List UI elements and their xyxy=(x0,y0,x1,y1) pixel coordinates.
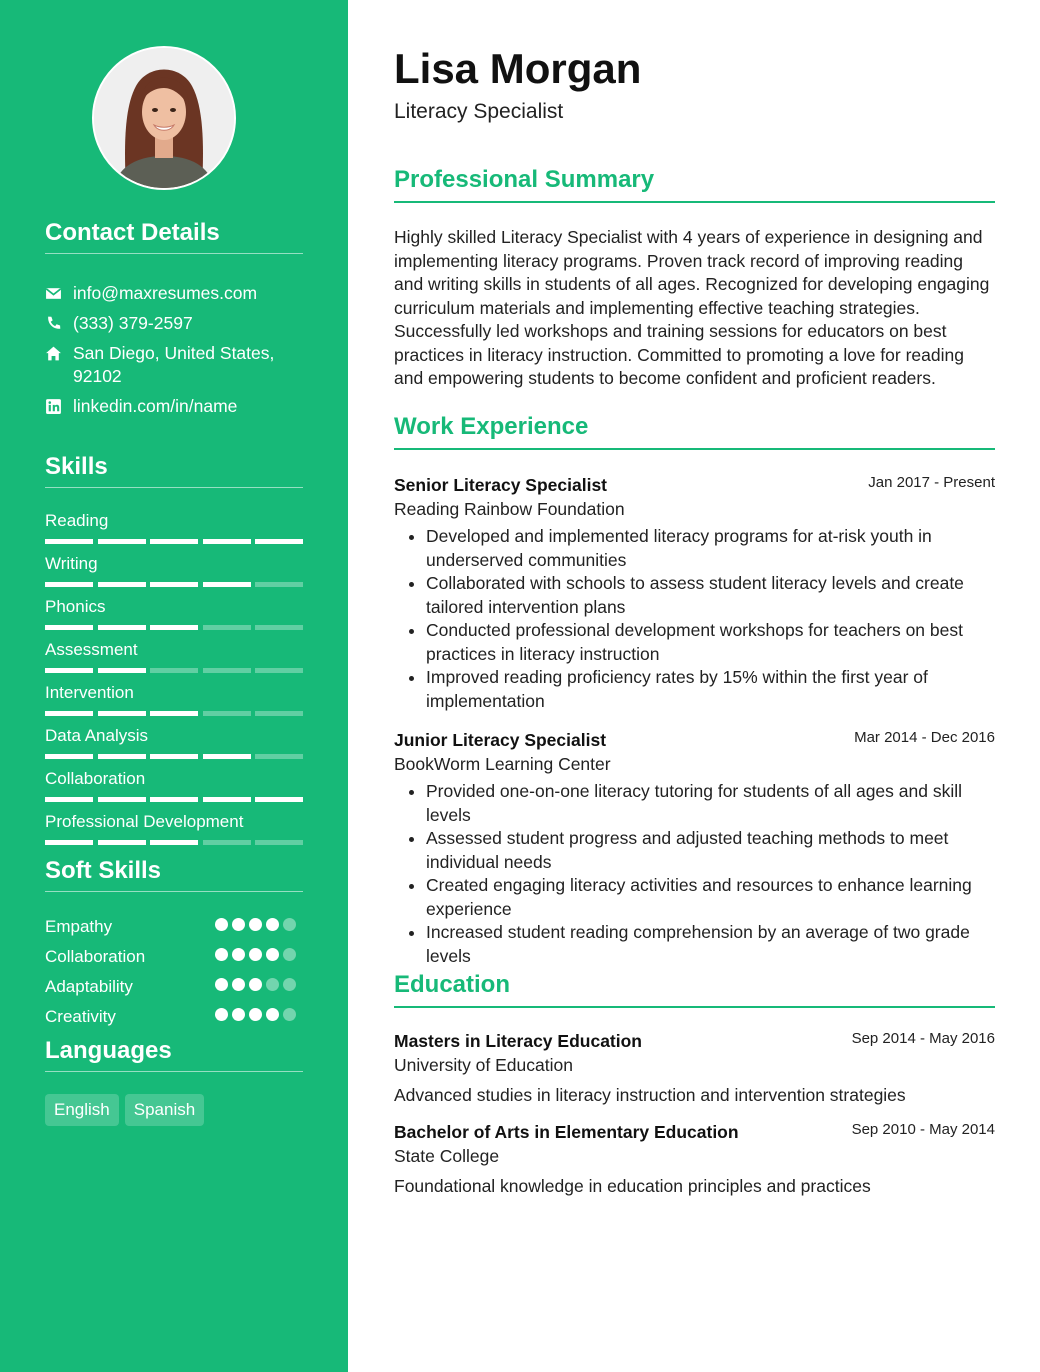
contact-email[interactable] xyxy=(45,282,303,305)
job-bullet: • Developed and implemented literacy programs for at-risk youth in underserved communities xyxy=(426,525,995,572)
skill-level-segment xyxy=(45,625,93,630)
contact-linkedin-text: linkedin.com/in/name xyxy=(73,396,238,416)
skill-level-segment xyxy=(150,625,198,630)
rating-dot xyxy=(249,978,262,991)
envelope-icon xyxy=(45,282,73,302)
soft-skill-label: Adaptability xyxy=(45,977,133,996)
skill-level-bar xyxy=(45,797,303,802)
education-date: Sep 2010 - May 2014 xyxy=(851,1121,995,1138)
rating-dot xyxy=(249,918,262,931)
soft-skill-label: Creativity xyxy=(45,1007,116,1026)
skill-level-bar xyxy=(45,539,303,544)
soft-skills-title: Soft Skills xyxy=(45,857,303,892)
skill-label: Assessment xyxy=(45,640,138,659)
skill-level-segment xyxy=(150,582,198,587)
education-description: Foundational knowledge in education principles and practices xyxy=(394,1176,871,1196)
summary-text: Highly skilled Literacy Specialist with 4 years of experience in designing and implementing literacy programs. Proven track record of improving reading and writing skills in students of all ages. Recognized for developing engaging curriculum materials and implementing effective teaching strategies. Successfully led workshops and training sessions for educators on best practices in literacy instruction. Committed to promoting a love for reading and empowering students to become confident and proficient readers. xyxy=(394,227,990,388)
skill-item xyxy=(45,811,303,854)
soft-skill-item xyxy=(45,946,303,976)
contact-section xyxy=(45,219,303,425)
skill-level-segment xyxy=(45,711,93,716)
skill-level-segment xyxy=(150,754,198,759)
skill-level-segment xyxy=(45,754,93,759)
skill-level-segment xyxy=(150,668,198,673)
skill-level-segment xyxy=(255,797,303,802)
rating-dot xyxy=(215,978,228,991)
skill-level-segment xyxy=(45,582,93,587)
skill-level-segment xyxy=(98,625,146,630)
languages-title: Languages xyxy=(45,1037,303,1072)
skill-level-segment xyxy=(45,797,93,802)
degree-title: Bachelor of Arts in Elementary Education xyxy=(394,1122,739,1142)
soft-skill-rating xyxy=(215,948,296,961)
education-date: Sep 2014 - May 2016 xyxy=(851,1030,995,1047)
skills-section xyxy=(45,453,303,854)
skill-label: Writing xyxy=(45,554,98,573)
skill-level-segment xyxy=(150,840,198,845)
rating-dot xyxy=(232,978,245,991)
rating-dot xyxy=(266,978,279,991)
sidebar xyxy=(0,0,348,1372)
job-organization: Reading Rainbow Foundation xyxy=(394,499,625,519)
skill-level-segment xyxy=(203,582,251,587)
home-icon xyxy=(45,342,73,362)
degree-title: Masters in Literacy Education xyxy=(394,1031,642,1051)
skill-item xyxy=(45,596,303,639)
skill-label: Reading xyxy=(45,511,109,530)
job-bullets xyxy=(394,780,995,968)
rating-dot xyxy=(283,1008,296,1021)
skill-level-segment xyxy=(98,539,146,544)
skill-level-segment xyxy=(98,754,146,759)
rating-dot xyxy=(215,918,228,931)
skill-level-segment xyxy=(255,840,303,845)
contact-list xyxy=(45,282,303,418)
candidate-role: Literacy Specialist xyxy=(394,100,564,123)
skill-item xyxy=(45,682,303,725)
skill-item xyxy=(45,553,303,596)
education-entry xyxy=(394,1120,995,1198)
job-title: Senior Literacy Specialist xyxy=(394,475,608,495)
rating-dot xyxy=(232,948,245,961)
rating-dot xyxy=(215,1008,228,1021)
skill-level-segment xyxy=(255,539,303,544)
rating-dot xyxy=(232,1008,245,1021)
skill-level-segment xyxy=(150,797,198,802)
skill-label: Collaboration xyxy=(45,769,146,788)
skill-level-segment xyxy=(255,711,303,716)
contact-phone-text: (333) 379-2597 xyxy=(73,313,193,333)
rating-dot xyxy=(266,1008,279,1021)
profile-photo xyxy=(94,48,234,188)
skill-level-segment xyxy=(203,539,251,544)
contact-location-text: San Diego, United States, 92102 xyxy=(73,343,275,386)
education-description: Advanced studies in literacy instruction and intervention strategies xyxy=(394,1085,906,1105)
job-organization: BookWorm Learning Center xyxy=(394,754,611,774)
skill-level-segment xyxy=(98,711,146,716)
soft-skill-item xyxy=(45,1006,303,1036)
skills-list xyxy=(45,510,303,854)
skill-level-segment xyxy=(255,668,303,673)
skill-level-segment xyxy=(98,668,146,673)
skill-level-segment xyxy=(255,625,303,630)
skill-level-bar xyxy=(45,625,303,630)
skill-level-segment xyxy=(255,754,303,759)
skill-level-segment xyxy=(203,840,251,845)
job-date: Mar 2014 - Dec 2016 xyxy=(854,729,995,746)
education-entry xyxy=(394,1029,995,1107)
soft-skills-list xyxy=(45,916,303,1036)
soft-skill-label: Collaboration xyxy=(45,947,146,966)
education-title: Education xyxy=(394,971,995,1008)
rating-dot xyxy=(249,1008,262,1021)
skill-item xyxy=(45,768,303,811)
job-entry xyxy=(394,728,995,968)
skill-level-bar xyxy=(45,840,303,845)
skill-level-segment xyxy=(203,625,251,630)
school-name: University of Education xyxy=(394,1055,573,1075)
rating-dot xyxy=(215,948,228,961)
contact-title: Contact Details xyxy=(45,219,303,254)
soft-skill-rating xyxy=(215,1008,296,1021)
contact-location xyxy=(45,342,303,388)
job-entry xyxy=(394,473,995,713)
rating-dot xyxy=(266,918,279,931)
skill-level-segment xyxy=(255,582,303,587)
avatar xyxy=(92,46,236,190)
skills-title: Skills xyxy=(45,453,303,488)
skill-level-bar xyxy=(45,754,303,759)
linkedin-icon xyxy=(45,395,73,415)
contact-phone[interactable] xyxy=(45,312,303,335)
skill-label: Phonics xyxy=(45,597,106,616)
skill-level-segment xyxy=(98,840,146,845)
phone-icon xyxy=(45,312,73,332)
language-tag: Spanish xyxy=(125,1094,204,1126)
skill-level-bar xyxy=(45,668,303,673)
summary-title: Professional Summary xyxy=(394,166,995,203)
skill-level-bar xyxy=(45,582,303,587)
skill-level-segment xyxy=(150,539,198,544)
job-bullet: • Collaborated with schools to assess student literacy levels and create tailored intervention plans xyxy=(426,572,995,619)
job-bullet: • Created engaging literacy activities and resources to enhance learning experience xyxy=(426,874,995,921)
soft-skill-label: Empathy xyxy=(45,917,113,936)
rating-dot xyxy=(266,948,279,961)
skill-level-bar xyxy=(45,711,303,716)
job-title: Junior Literacy Specialist xyxy=(394,730,607,750)
rating-dot xyxy=(249,948,262,961)
skill-label: Professional Development xyxy=(45,812,244,831)
language-tags xyxy=(45,1094,303,1126)
job-bullet: • Assessed student progress and adjusted teaching methods to meet individual needs xyxy=(426,827,995,874)
skill-level-segment xyxy=(203,668,251,673)
contact-linkedin[interactable] xyxy=(45,395,303,418)
skill-item xyxy=(45,510,303,553)
language-tag: English xyxy=(45,1094,119,1126)
skill-level-segment xyxy=(98,797,146,802)
skill-level-segment xyxy=(203,797,251,802)
skill-level-segment xyxy=(45,840,93,845)
soft-skill-rating xyxy=(215,978,296,991)
soft-skill-item xyxy=(45,976,303,1006)
skill-level-segment xyxy=(150,711,198,716)
candidate-name: Lisa Morgan xyxy=(394,45,642,92)
skill-item xyxy=(45,725,303,768)
job-bullet: • Improved reading proficiency rates by 15% within the first year of implementation xyxy=(426,666,995,713)
rating-dot xyxy=(232,918,245,931)
contact-email-text: info@maxresumes.com xyxy=(73,283,258,303)
rating-dot xyxy=(283,918,296,931)
rating-dot xyxy=(283,978,296,991)
job-bullet: • Conducted professional development workshops for teachers on best practices in literacy instruction xyxy=(426,619,995,666)
school-name: State College xyxy=(394,1146,500,1166)
job-date: Jan 2017 - Present xyxy=(868,474,995,491)
soft-skills-section xyxy=(45,857,303,1036)
languages-section xyxy=(45,1037,303,1126)
job-bullets xyxy=(394,525,995,713)
skill-label: Data Analysis xyxy=(45,726,148,745)
rating-dot xyxy=(283,948,296,961)
skill-level-segment xyxy=(98,582,146,587)
skill-level-segment xyxy=(45,668,93,673)
skill-item xyxy=(45,639,303,682)
job-bullet: • Increased student reading comprehension by an average of two grade levels xyxy=(426,921,995,968)
skill-level-segment xyxy=(203,711,251,716)
skill-level-segment xyxy=(203,754,251,759)
job-bullet: • Provided one-on-one literacy tutoring for students of all ages and skill levels xyxy=(426,780,995,827)
soft-skill-rating xyxy=(215,918,296,931)
skill-level-segment xyxy=(45,539,93,544)
experience-title: Work Experience xyxy=(394,413,995,450)
soft-skill-item xyxy=(45,916,303,946)
skill-label: Intervention xyxy=(45,683,134,702)
